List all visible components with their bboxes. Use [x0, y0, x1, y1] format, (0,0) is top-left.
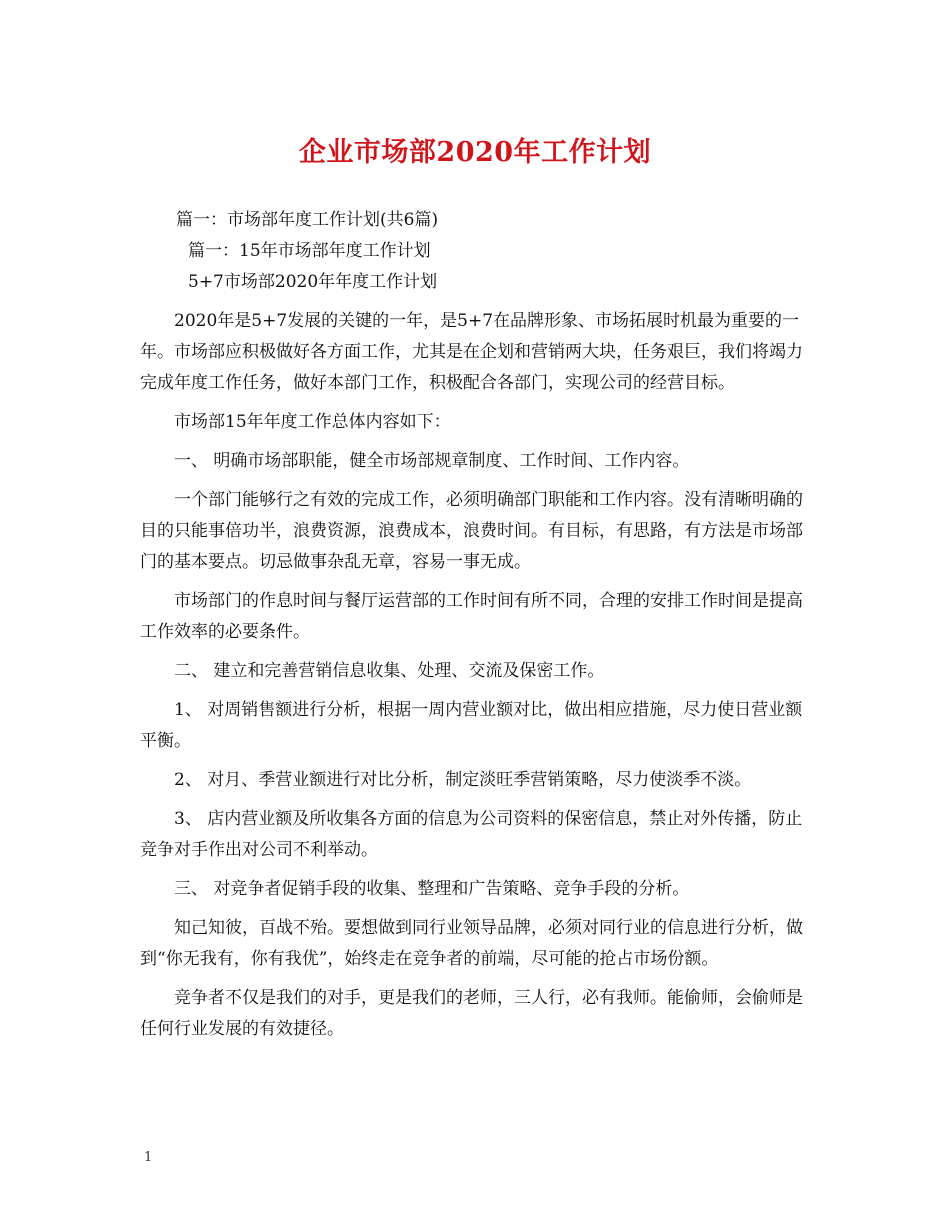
- list-item-2-1: 1、 对周销售额进行分析，根据一周内营业额对比，做出相应措施，尽力使日营业额平衡。: [140, 700, 803, 751]
- paragraph-section-1b: 市场部门的作息时间与餐厅运营部的工作时间有所不同，合理的安排工作时间是提高工作效率的必要条件。: [140, 591, 803, 642]
- paragraph-section-3b: 竞争者不仅是我们的对手，更是我们的老师，三人行，必有我师。能偷师，会偷师是任何行业发展的有效捷径。: [140, 988, 803, 1039]
- section-heading-1: 一、 明确市场部职能，健全市场部规章制度、工作时间、工作内容。: [174, 451, 690, 471]
- page-number: 1: [144, 1150, 153, 1165]
- paragraph-intro: 2020年是5+7发展的关键的一年，是5+7在品牌形象、市场拓展时机最为重要的一年。市场部应积极做好各方面工作，尤其是在企划和营销两大块，任务艰巨，我们将竭力完成年度工作任务，做好本部门工作，积极配合各部门，实现公司的经营目标。: [140, 311, 803, 393]
- paragraph-plan-heading: 篇一：15年市场部年度工作计划: [188, 241, 431, 261]
- list-item-2-2: 2、 对月、季营业额进行对比分析，制定淡旺季营销策略，尽力使淡季不淡。: [174, 770, 752, 790]
- paragraph-plan-subtitle: 5+7市场部2020年年度工作计划: [188, 272, 438, 292]
- paragraph-overview: 市场部15年年度工作总体内容如下：: [174, 412, 451, 432]
- paragraph-section-3a: 知己知彼，百战不殆。要想做到同行业领导品牌，必须对同行业的信息进行分析，做到“你无我有，你有我优”，始终走在竞争者的前端，尽可能的抢占市场份额。: [140, 918, 803, 969]
- paragraph-section-1a: 一个部门能够行之有效的完成工作，必须明确部门职能和工作内容。没有清晰明确的目的只能事倍功半，浪费资源，浪费成本，浪费时间。有目标，有思路，有方法是市场部门的基本要点。切忌做事杂乱无章，容易一事无成。: [140, 490, 803, 572]
- section-heading-2: 二、 建立和完善营销信息收集、处理、交流及保密工作。: [174, 661, 605, 681]
- list-item-2-3: 3、 店内营业额及所收集各方面的信息为公司资料的保密信息，禁止对外传播，防止竞争对手作出对公司不利举动。: [140, 809, 803, 860]
- document-body: [140, 205, 815, 1045]
- section-heading-3: 三、 对竞争者促销手段的收集、整理和广告策略、竞争手段的分析。: [174, 879, 690, 899]
- paragraph-series-heading: 篇一：市场部年度工作计划(共6篇): [176, 210, 439, 230]
- document-title: 企业市场部2020年工作计划: [298, 137, 652, 168]
